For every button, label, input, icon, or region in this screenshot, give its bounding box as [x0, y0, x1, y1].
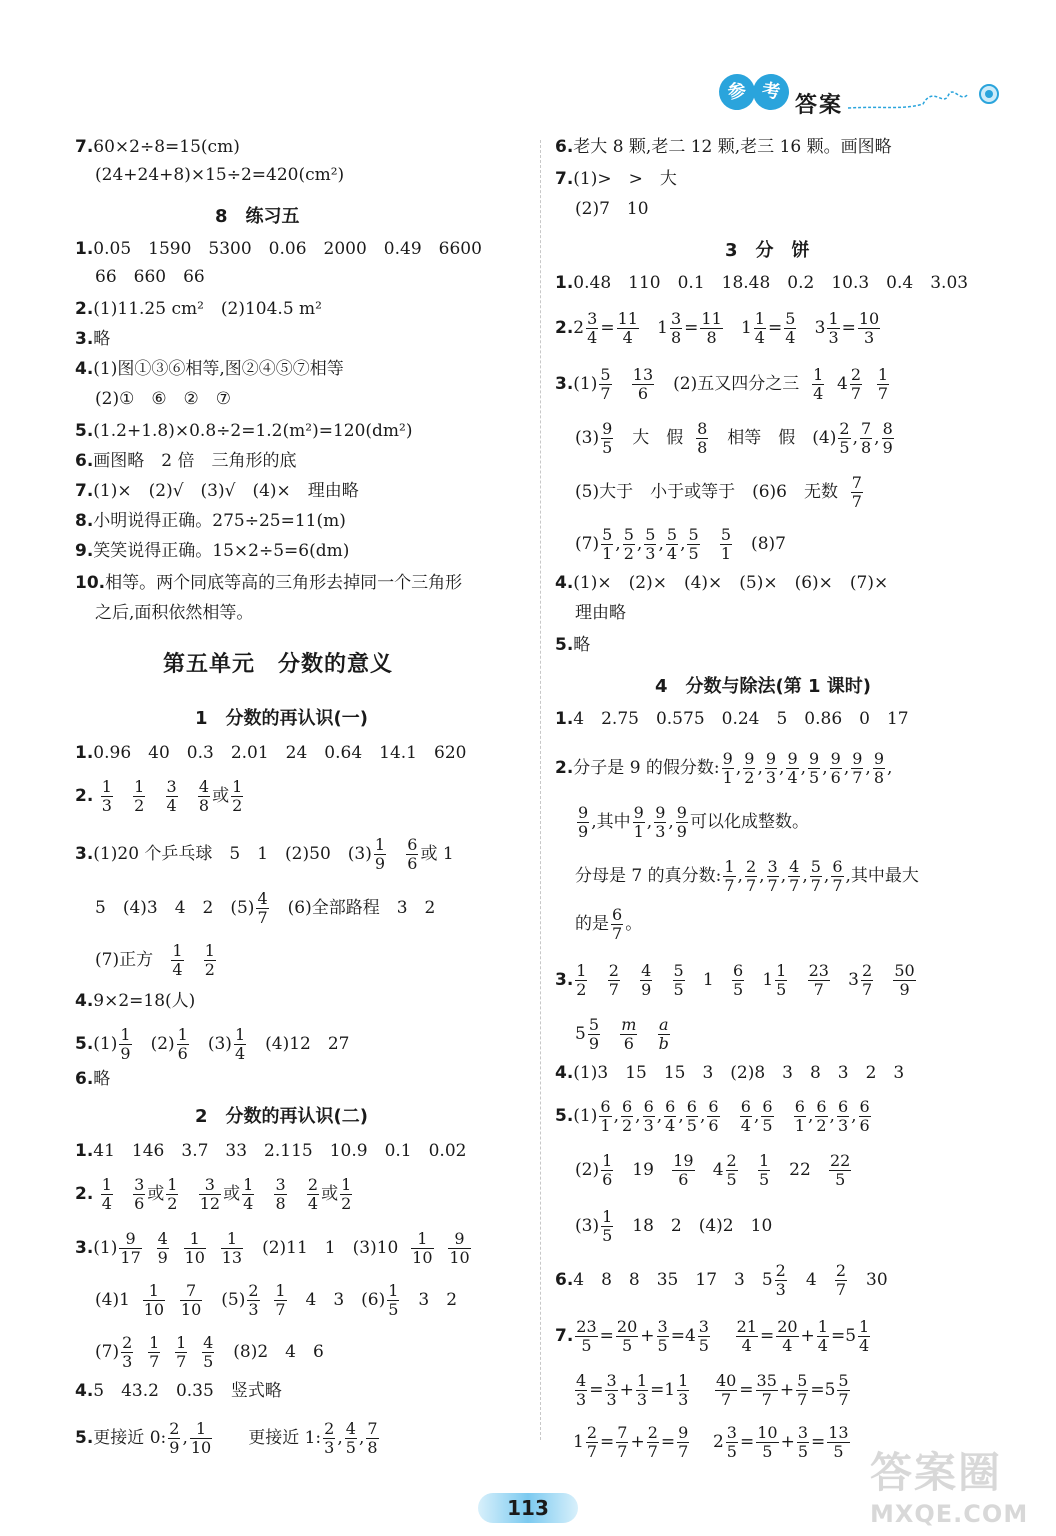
fraction: $\frac{1}{4}$	[243, 1175, 254, 1213]
fraction: $\frac{9}{17}$	[120, 1229, 141, 1267]
fraction: $\frac{1}{10}$	[412, 1229, 433, 1267]
fraction: $\frac{7}{8}$	[367, 1419, 378, 1457]
fraction: $\frac{1}{6}$	[177, 1025, 188, 1063]
fraction: $\frac{2}{3}$	[248, 1281, 259, 1319]
fraction: $\frac{9}{6}$	[830, 749, 841, 787]
fraction: $\frac{3}{12}$	[199, 1175, 221, 1213]
answer-line: 1.0.48 110 0.1 18.48 0.2 10.3 0.4 3.03	[555, 273, 969, 293]
fraction: $\frac{3}{6}$	[134, 1175, 145, 1213]
answer-line: 1.0.96 40 0.3 2.01 24 0.64 14.1 620	[75, 743, 467, 763]
fraction: $\frac{1}{4}$	[101, 1175, 112, 1213]
answer-line: (3) $\frac{1}{5}$ 18 2 (4)2 10	[575, 1207, 773, 1245]
fraction: $\frac{3}{3}$	[606, 1371, 617, 1409]
answer-line: 1 $\frac{2}{7}$ = $\frac{7}{7}$ + $\frac{2}{7}$ = $\frac{9}{7}$ 2 $\frac{3}{5}$ = $\frac{10}{5}$ + $\frac{3}{5}$ = $\frac{13}{5}$	[573, 1423, 849, 1461]
fraction: $\frac{3}{7}$	[767, 857, 778, 895]
fraction: $\frac{5}{3}$	[645, 525, 656, 563]
answer-line: 理由略	[575, 603, 626, 623]
fraction: $\frac{2}{7}$	[647, 1423, 658, 1461]
fraction: $\frac{6}{7}$	[612, 905, 623, 943]
fraction: $\frac{9}{9}$	[578, 803, 589, 841]
answer-line: (7) $\frac{5}{1}$ , $\frac{5}{2}$ , $\frac{5}{3}$ , $\frac{5}{4}$ , $\frac{5}{5}$ $\frac{5}{1}$ (8)7	[575, 525, 786, 563]
fraction: $\frac{11}{4}$	[617, 309, 638, 347]
fraction: $\frac{5}{2}$	[623, 525, 634, 563]
fraction: $\frac{10}{3}$	[858, 309, 880, 347]
answer-line: (5)大于 小于或等于 (6)6 无数 $\frac{7}{7}$	[575, 473, 862, 511]
fraction: $\frac{5}{9}$	[588, 1015, 600, 1053]
answer-line: 6.画图略 2 倍 三角形的底	[75, 451, 297, 471]
fraction: $\frac{4}{7}$	[257, 889, 268, 927]
answer-line: 1.41 146 3.7 33 2.115 10.9 0.1 0.02	[75, 1141, 467, 1161]
fraction: $\frac{5}{7}$	[797, 1371, 808, 1409]
answer-line: 4.(1)× (2)× (4)× (5)× (6)× (7)×	[555, 573, 889, 593]
fraction: $\frac{11}{8}$	[701, 309, 722, 347]
answer-line: (2)① ⑥ ② ⑦	[95, 389, 232, 409]
watermark	[870, 1440, 1040, 1530]
fraction: $\frac{1}{4}$	[817, 1317, 828, 1355]
fraction: $\frac{20}{4}$	[777, 1317, 798, 1355]
fraction: $\frac{1}{2}$	[576, 961, 587, 999]
fraction: $\frac{1}{5}$	[602, 1207, 613, 1245]
answer-line: $\frac{9}{9}$ ,其中 $\frac{9}{1}$ , $\frac{9}{3}$ , $\frac{9}{9}$ 可以化成整数。	[578, 803, 809, 841]
fraction: $\frac{3}{8}$	[275, 1175, 286, 1213]
answer-line: 2. $\frac{1}{4}$ $\frac{3}{6}$ 或 $\frac{1}{2}$ $\frac{3}{12}$ 或 $\frac{1}{4}$ $\frac{3}{8}$ $\frac{2}{4}$ 或 $\frac{1}{2}$	[75, 1175, 352, 1213]
fraction: $\frac{35}{7}$	[756, 1371, 777, 1409]
answer-line: 2.2 $\frac{3}{4}$ = $\frac{11}{4}$ 1 $\frac{3}{8}$ = $\frac{11}{8}$ 1 $\frac{1}{4}$ = $\frac{5}{4}$ 3 $\frac{1}{3}$ = $\frac{10}{3}$	[555, 309, 880, 347]
answer-line: 3.(1)20 个乒乓球 5 1 (2)50 (3) $\frac{1}{9}$ $\frac{6}{6}$ 或 1	[75, 835, 454, 873]
fraction: $\frac{5}{4}$	[666, 525, 678, 563]
answer-line: 6.略	[75, 1069, 111, 1089]
fraction: $\frac{5}{7}$	[838, 1371, 849, 1409]
fraction: $\frac{5}{7}$	[810, 857, 821, 895]
fraction: $\frac{13}{5}$	[828, 1423, 849, 1461]
fraction: $\frac{2}{9}$	[169, 1419, 180, 1457]
fraction: $\frac{1}{4}$	[859, 1317, 870, 1355]
fraction: $\frac{6}{4}$	[665, 1097, 676, 1135]
fraction: $\frac{3}{5}$	[657, 1317, 668, 1355]
unit-heading: 第五单元 分数的意义	[163, 652, 394, 677]
answer-line: 6.老大 8 颗,老二 12 颗,老三 16 颗。画图略	[555, 137, 892, 157]
fraction: $\frac{6}{5}$	[762, 1097, 773, 1135]
answer-line: 7.(1)× (2)√ (3)√ (4)× 理由略	[75, 481, 359, 501]
fraction: $\frac{6}{4}$	[740, 1097, 751, 1135]
answer-line: 2.(1)11.25 cm² (2)104.5 m²	[75, 299, 322, 319]
fraction: $\frac{1}{10}$	[190, 1419, 212, 1457]
fraction: $\frac{3}{5}$	[797, 1423, 808, 1461]
fraction: $\frac{4}{5}$	[345, 1419, 356, 1457]
section-heading: 1 分数的再认识(一)	[195, 708, 368, 729]
fraction: $\frac{6}{7}$	[832, 857, 843, 895]
fraction: $\frac{9}{7}$	[852, 749, 863, 787]
answer-line: 2.分子是 9 的假分数: $\frac{9}{1}$ , $\frac{9}{2}$ , $\frac{9}{3}$ , $\frac{9}{4}$ , $\frac{9}{5}$ , $\frac{9}{6}$ , $\frac{9}{7}$ , $\frac{9}{8}$ ,	[555, 749, 893, 787]
answer-line: 8.小明说得正确。275÷25=11(m)	[75, 511, 346, 531]
answer-line: (7)正方 $\frac{1}{4}$ $\frac{1}{2}$	[95, 941, 215, 979]
fraction: $\frac{6}{3}$	[837, 1097, 849, 1135]
fraction: $\frac{9}{8}$	[873, 749, 884, 787]
fraction: $\frac{2}{7}$	[586, 1423, 598, 1461]
answer-line: (24+24+8)×15÷2=420(cm²)	[95, 165, 345, 185]
fraction: $\frac{10}{5}$	[757, 1423, 778, 1461]
fraction: $\frac{5}{4}$	[785, 309, 796, 347]
fraction: $\frac{2}{7}$	[608, 961, 619, 999]
fraction: $\frac{1}{4}$	[813, 365, 824, 403]
fraction: $\frac{1}{7}$	[149, 1333, 160, 1371]
answer-line: 5.略	[555, 635, 591, 655]
fraction: $\frac{3}{4}$	[166, 777, 177, 815]
fraction: $\frac{22}{5}$	[829, 1151, 851, 1189]
fraction: $\frac{5}{1}$	[720, 525, 732, 563]
watermark-text: 答案圈	[870, 1448, 1003, 1497]
fraction: $\frac{23}{5}$	[576, 1317, 597, 1355]
fraction: $\frac{19}{6}$	[673, 1151, 694, 1189]
section-heading: 3 分 饼	[725, 240, 810, 261]
column-divider	[540, 140, 541, 1440]
fraction: $\frac{9}{3}$	[765, 749, 777, 787]
section-heading: 4 分数与除法(第 1 课时)	[655, 676, 872, 697]
answer-line: 5 $\frac{5}{9}$ $\frac{m}{6}$ $\frac{a}{b}$	[575, 1015, 669, 1053]
page-number: 113	[478, 1493, 578, 1523]
fraction: $\frac{2}{7}$	[745, 857, 757, 895]
fraction: $\frac{7}{7}$	[851, 473, 862, 511]
answer-line: (3) $\frac{9}{5}$ 大 假 $\frac{8}{8}$ 相等 假 (4) $\frac{2}{5}$ , $\frac{7}{8}$ , $\frac{8}{9}$	[575, 419, 893, 457]
fraction: $\frac{1}{3}$	[636, 1371, 648, 1409]
answer-line: 66 660 66	[95, 267, 205, 287]
fraction: $\frac{1}{10}$	[143, 1281, 165, 1319]
fraction: $\frac{6}{6}$	[407, 835, 418, 873]
fraction: $\frac{2}{5}$	[726, 1151, 737, 1189]
fraction: $\frac{9}{2}$	[744, 749, 755, 787]
fraction: $\frac{2}{7}$	[861, 961, 873, 999]
fraction: $\frac{6}{3}$	[643, 1097, 654, 1135]
header-badge: 参	[716, 71, 758, 113]
answer-line: 分母是 7 的真分数: $\frac{1}{7}$ , $\frac{2}{7}$ , $\frac{3}{7}$ , $\frac{4}{7}$ , $\frac{5}{7}$ , $\frac{6}{7}$ ,其中最大	[575, 857, 919, 895]
fraction: $\frac{8}{9}$	[882, 419, 893, 457]
fraction: $\frac{3}{5}$	[726, 1423, 737, 1461]
fraction: $\frac{2}{3}$	[122, 1333, 133, 1371]
answer-line: 7. $\frac{23}{5}$ = $\frac{20}{5}$ + $\frac{3}{5}$ =4 $\frac{3}{5}$ $\frac{21}{4}$ = $\frac{20}{4}$ + $\frac{1}{4}$ =5 $\frac{1}{4}$	[555, 1317, 870, 1355]
fraction: $\frac{1}{10}$	[184, 1229, 205, 1267]
fraction: $\frac{9}{9}$	[676, 803, 687, 841]
answer-line: 4.5 43.2 0.35 竖式略	[75, 1381, 282, 1401]
section-heading: 8 练习五	[215, 206, 300, 227]
fraction: $\frac{9}{10}$	[449, 1229, 470, 1267]
fraction: $\frac{a}{b}$	[658, 1015, 669, 1053]
fraction: $\frac{1}{3}$	[828, 309, 839, 347]
fraction: $\frac{23}{7}$	[808, 961, 829, 999]
fraction: $\frac{1}{2}$	[204, 941, 215, 979]
fraction: $\frac{40}{7}$	[715, 1371, 737, 1409]
fraction: $\frac{1}{4}$	[754, 309, 765, 347]
fraction: $\frac{9}{5}$	[809, 749, 820, 787]
fraction: $\frac{6}{1}$	[600, 1097, 611, 1135]
fraction: $\frac{1}{4}$	[234, 1025, 246, 1063]
fraction: $\frac{1}{13}$	[221, 1229, 243, 1267]
fraction: $\frac{7}{10}$	[180, 1281, 202, 1319]
fraction: $\frac{3}{5}$	[698, 1317, 709, 1355]
answer-line: 7.60×2÷8=15(cm)	[75, 137, 240, 157]
fraction: $\frac{13}{6}$	[632, 365, 654, 403]
fraction: $\frac{6}{5}$	[732, 961, 744, 999]
fraction: $\frac{1}{7}$	[877, 365, 889, 403]
answer-line: $\frac{4}{3}$ = $\frac{3}{3}$ + $\frac{1}{3}$ =1 $\frac{1}{3}$ $\frac{40}{7}$ = $\frac{35}{7}$ + $\frac{5}{7}$ =5 $\frac{5}{7}$	[576, 1371, 849, 1409]
answer-line: 3.(1) $\frac{5}{7}$ $\frac{13}{6}$ (2)五又四分之三 $\frac{1}{4}$ 4 $\frac{2}{7}$ $\frac{1}{7}$	[555, 365, 889, 403]
fraction: $\frac{5}{1}$	[602, 525, 613, 563]
fraction: $\frac{8}{8}$	[697, 419, 708, 457]
fraction: $\frac{9}{1}$	[633, 803, 644, 841]
fraction: $\frac{1}{3}$	[101, 777, 112, 815]
fraction: $\frac{2}{3}$	[775, 1261, 786, 1299]
fraction: $\frac{1}{2}$	[134, 777, 145, 815]
answer-line: 4.(1)3 15 15 3 (2)8 3 8 3 2 3	[555, 1063, 905, 1083]
answer-line: 3.略	[75, 329, 111, 349]
fraction: $\frac{21}{4}$	[736, 1317, 757, 1355]
fraction: $\frac{6}{1}$	[794, 1097, 805, 1135]
fraction: $\frac{6}{5}$	[686, 1097, 697, 1135]
fraction: $\frac{4}{7}$	[789, 857, 800, 895]
fraction: $\frac{1}{5}$	[758, 1151, 770, 1189]
watermark-url: MXQE.COM	[870, 1500, 1029, 1528]
fraction: $\frac{3}{4}$	[587, 309, 598, 347]
answer-line: 10.相等。两个同底等高的三角形去掉同一个三角形	[75, 573, 463, 593]
answer-line: 5.(1) $\frac{1}{9}$ (2) $\frac{1}{6}$ (3) $\frac{1}{4}$ (4)12 27	[75, 1025, 350, 1063]
fraction: $\frac{9}{4}$	[787, 749, 798, 787]
fraction: $\frac{6}{6}$	[859, 1097, 870, 1135]
fraction: $\frac{1}{2}$	[341, 1175, 352, 1213]
fraction: $\frac{5}{5}$	[688, 525, 699, 563]
answer-line: 之后,面积依然相等。	[95, 603, 254, 623]
fraction: $\frac{2}{5}$	[839, 419, 850, 457]
swirl-flower-icon	[843, 76, 1003, 116]
answer-line: 4.9×2=18(人)	[75, 991, 196, 1011]
page-header	[715, 68, 1015, 118]
answer-line: 的是 $\frac{6}{7}$ 。	[575, 905, 643, 943]
fraction: $\frac{9}{7}$	[678, 1423, 689, 1461]
header-badge: 考	[751, 72, 792, 113]
fraction: $\frac{1}{7}$	[275, 1281, 286, 1319]
answer-line: 7.(1)> > 大	[555, 169, 677, 189]
fraction: $\frac{7}{8}$	[860, 419, 872, 457]
fraction: $\frac{9}{1}$	[722, 749, 733, 787]
fraction: $\frac{4}{9}$	[157, 1229, 168, 1267]
answer-line: (2) $\frac{1}{6}$ 19 $\frac{19}{6}$ 4 $\frac{2}{5}$ $\frac{1}{5}$ 22 $\frac{22}{5}$	[575, 1151, 851, 1189]
fraction: $\frac{m}{6}$	[621, 1015, 637, 1053]
answer-line: (7) $\frac{2}{3}$ $\frac{1}{7}$ $\frac{1}{7}$ $\frac{4}{5}$ (8)2 4 6	[95, 1333, 324, 1371]
answer-line: (2)7 10	[575, 199, 649, 219]
answer-line: 2. $\frac{1}{3}$ $\frac{1}{2}$ $\frac{3}{4}$ $\frac{4}{8}$ 或 $\frac{1}{2}$	[75, 777, 243, 815]
answer-line: 9.笑笑说得正确。15×2÷5=6(dm)	[75, 541, 350, 561]
header-title: 答案	[795, 93, 844, 118]
answer-line: 5.(1.2+1.8)×0.8÷2=1.2(m²)=120(dm²)	[75, 421, 413, 441]
fraction: $\frac{1}{3}$	[678, 1371, 689, 1409]
answer-line: 3. $\frac{1}{2}$ $\frac{2}{7}$ $\frac{4}{9}$ $\frac{5}{5}$ 1 $\frac{6}{5}$ 1 $\frac{1}{5}$ $\frac{23}{7}$ 3 $\frac{2}{7}$ $\frac{50}{9}$	[555, 961, 915, 999]
fraction: $\frac{9}{5}$	[602, 419, 613, 457]
fraction: $\frac{9}{3}$	[655, 803, 666, 841]
fraction: $\frac{2}{3}$	[324, 1419, 335, 1457]
fraction: $\frac{4}{5}$	[203, 1333, 214, 1371]
fraction: $\frac{1}{9}$	[374, 835, 386, 873]
fraction: $\frac{3}{8}$	[670, 309, 682, 347]
fraction: $\frac{6}{2}$	[621, 1097, 633, 1135]
fraction: $\frac{1}{7}$	[176, 1333, 187, 1371]
fraction: $\frac{2}{7}$	[850, 365, 862, 403]
fraction: $\frac{1}{2}$	[167, 1175, 178, 1213]
answer-line: 5.更接近 0: $\frac{2}{9}$ , $\frac{1}{10}$ 更接近 1: $\frac{2}{3}$ , $\frac{4}{5}$ , $\frac{7}{8}$	[75, 1419, 378, 1457]
fraction: $\frac{1}{7}$	[724, 857, 735, 895]
fraction: $\frac{1}{6}$	[602, 1151, 613, 1189]
fraction: $\frac{4}{8}$	[198, 777, 210, 815]
fraction: $\frac{6}{6}$	[708, 1097, 719, 1135]
answer-line: 1.0.05 1590 5300 0.06 2000 0.49 6600	[75, 239, 482, 259]
fraction: $\frac{1}{5}$	[388, 1281, 399, 1319]
answer-line: 4.(1)图①③⑥相等,图②④⑤⑦相等	[75, 359, 344, 379]
fraction: $\frac{7}{7}$	[617, 1423, 628, 1461]
answer-line: 6.4 8 8 35 17 3 5 $\frac{2}{3}$ 4 $\frac{2}{7}$ 30	[555, 1261, 888, 1299]
answer-line: 1.4 2.75 0.575 0.24 5 0.86 0 17	[555, 709, 909, 729]
fraction: $\frac{4}{3}$	[576, 1371, 587, 1409]
fraction: $\frac{2}{7}$	[835, 1261, 847, 1299]
fraction: $\frac{1}{4}$	[172, 941, 183, 979]
answer-line: 5 (4)3 4 2 (5) $\frac{4}{7}$ (6)全部路程 3 2	[95, 889, 436, 927]
fraction: $\frac{2}{4}$	[307, 1175, 319, 1213]
fraction: $\frac{1}{5}$	[776, 961, 787, 999]
fraction: $\frac{5}{5}$	[673, 961, 684, 999]
fraction: $\frac{4}{9}$	[641, 961, 652, 999]
answer-line: 5.(1) $\frac{6}{1}$ , $\frac{6}{2}$ , $\frac{6}{3}$ , $\frac{6}{4}$ , $\frac{6}{5}$ , $\frac{6}{6}$ $\frac{6}{4}$ , $\frac{6}{5}$ $\frac{6}{1}$ , $\frac{6}{2}$ , $\frac{6}{3}$ , $\frac{6}{6}$	[555, 1097, 870, 1135]
fraction: $\frac{50}{9}$	[894, 961, 915, 999]
fraction: $\frac{1}{9}$	[120, 1025, 131, 1063]
fraction: $\frac{1}{2}$	[232, 777, 243, 815]
fraction: $\frac{20}{5}$	[616, 1317, 638, 1355]
section-heading: 2 分数的再认识(二)	[195, 1106, 368, 1127]
answer-line: (4)1 $\frac{1}{10}$ $\frac{7}{10}$ (5) $\frac{2}{3}$ $\frac{1}{7}$ 4 3 (6) $\frac{1}{5}$ 3 2	[95, 1281, 458, 1319]
fraction: $\frac{6}{2}$	[816, 1097, 827, 1135]
fraction: $\frac{5}{7}$	[600, 365, 611, 403]
answer-line: 3.(1) $\frac{9}{17}$ $\frac{4}{9}$ $\frac{1}{10}$ $\frac{1}{13}$ (2)11 1 (3)10 $\frac{1}{10}$ $\frac{9}{10}$	[75, 1229, 470, 1267]
